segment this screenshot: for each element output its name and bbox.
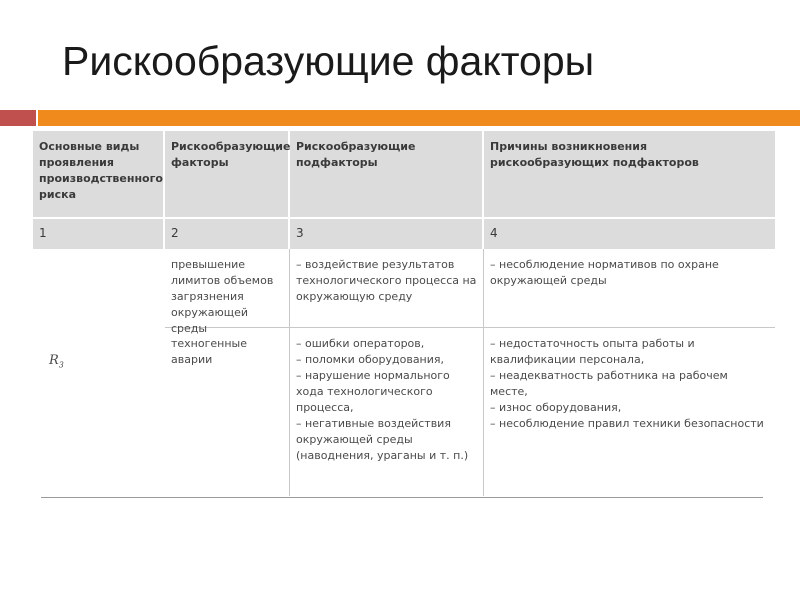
table-bottom-rule (41, 497, 763, 498)
table-header-row (33, 131, 775, 217)
accent-bar-orange (38, 110, 800, 126)
cause-cell: – недостаточность опыта работы и квалификации персонала, – неадекватность работника на рабочем месте, – износ оборудования, – несоблюдение правил техники безопасности (490, 337, 764, 430)
column-number: 2 (165, 219, 290, 249)
header-cell: Рискообразующие факторы (165, 131, 290, 217)
column-number: 4 (490, 226, 498, 240)
column-number: 3 (290, 219, 484, 249)
table-body (33, 249, 775, 501)
header-cell: Причины возникновения рискообразующих подфакторов (490, 140, 699, 169)
header-cell: Основные виды проявления производственного риска (33, 131, 165, 217)
table-number-row (33, 217, 775, 249)
header-cell: Рискообразующие подфакторы (290, 131, 484, 217)
table-row (165, 249, 775, 335)
factor-cell: техногенные аварии (165, 328, 290, 496)
column-number: 1 (33, 219, 165, 249)
table-row (165, 328, 775, 496)
subfactor-cell: – ошибки операторов, – поломки оборудования, – нарушение нормального хода технологического процесса, – негативные воздействия окружающей среды (наводнения, ураганы и т. п.) (290, 328, 484, 496)
risk-label (49, 353, 64, 370)
accent-bar-red (0, 110, 36, 126)
slide-title: Рискообразующие факторы (62, 38, 595, 84)
risk-label-subscript: 3 (58, 360, 64, 370)
subfactor-cell: – воздействие результатов технологического процесса на окружающую среду (290, 249, 484, 327)
risk-factors-table (33, 131, 775, 501)
risk-label-letter: R (49, 353, 59, 368)
cause-cell: – несоблюдение нормативов по охране окружающей среды (490, 258, 719, 287)
factor-cell: превышение лимитов объемов загрязнения окружающей среды (165, 249, 290, 327)
